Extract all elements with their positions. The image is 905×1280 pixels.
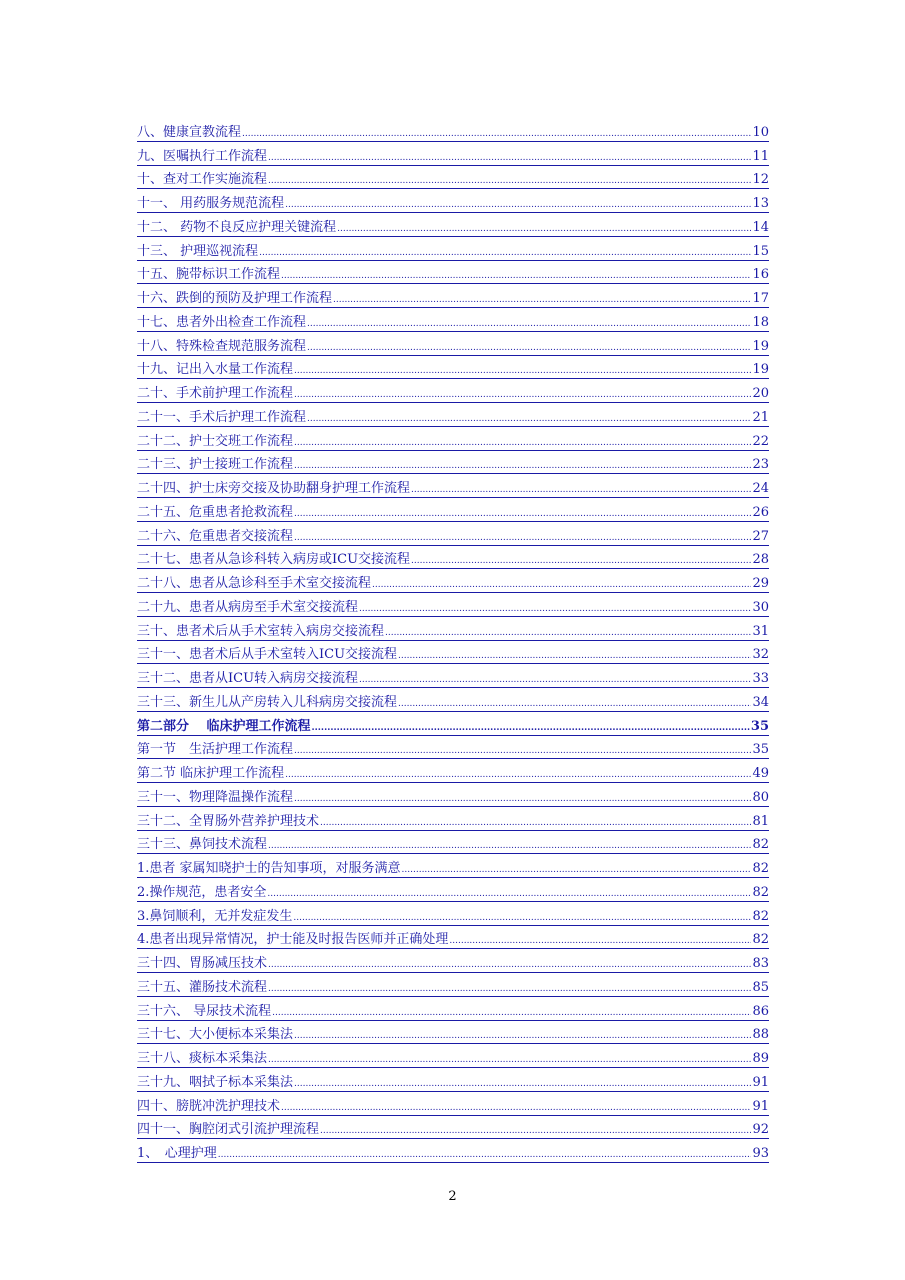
toc-dot-leader xyxy=(268,176,751,187)
toc-entry-page-number: 83 xyxy=(752,956,769,971)
toc-entry-link[interactable] xyxy=(137,1092,769,1116)
toc-entry-page-number: 82 xyxy=(752,908,769,924)
toc-dot-leader xyxy=(293,913,751,924)
toc-entry-page-number: 34 xyxy=(752,694,769,710)
toc-entry-page-number: 85 xyxy=(752,979,769,995)
toc-entry-page-number: 88 xyxy=(752,1027,769,1043)
toc-entry-link[interactable] xyxy=(137,854,769,878)
toc-entry-page-number: 93 xyxy=(752,1146,769,1161)
toc-entry-title: 二十、手术前护理工作流程 xyxy=(137,386,294,401)
toc-dot-leader xyxy=(294,509,751,520)
toc-entry-page-number: 82 xyxy=(752,861,769,876)
toc-dot-leader xyxy=(268,1055,751,1066)
toc-entry-page-number: 16 xyxy=(752,267,769,283)
toc-dot-leader xyxy=(411,485,751,496)
toc-entry-page-number: 33 xyxy=(752,671,769,686)
toc-entry-title: 十三、 护理巡视流程 xyxy=(137,243,259,259)
toc-entry-page-number: 82 xyxy=(752,932,769,948)
toc-entry-title: 三十、患者术后从手术室转入病房交接流程 xyxy=(137,623,385,639)
toc-dot-leader xyxy=(281,1103,751,1114)
toc-entry-link[interactable] xyxy=(137,284,769,308)
toc-dot-leader xyxy=(272,1008,751,1019)
toc-dot-leader xyxy=(242,129,751,140)
toc-entry-page-number: 21 xyxy=(752,409,769,425)
toc-entry-link[interactable] xyxy=(137,641,769,665)
toc-entry-link[interactable] xyxy=(137,926,769,950)
toc-entry-link[interactable] xyxy=(137,451,769,475)
toc-dot-leader xyxy=(359,604,751,615)
toc-entry-title: 三十三、鼻饲技术流程 xyxy=(137,837,268,853)
table-of-contents xyxy=(137,118,769,1163)
toc-entry-page-number: 89 xyxy=(752,1051,769,1066)
toc-entry-link[interactable] xyxy=(137,1044,769,1068)
toc-entry-title: 三十二、全胃肠外营养护理技术 xyxy=(137,813,320,829)
toc-entry-link[interactable] xyxy=(137,759,769,783)
toc-entry-link[interactable] xyxy=(137,902,769,926)
toc-entry-link[interactable] xyxy=(137,997,769,1021)
toc-entry-link[interactable] xyxy=(137,617,769,641)
toc-dot-leader xyxy=(218,1150,752,1161)
toc-entry-page-number: 92 xyxy=(752,1122,769,1138)
toc-entry-link[interactable] xyxy=(137,712,769,736)
toc-entry-title: 二十二、护士交班工作流程 xyxy=(137,433,294,449)
toc-entry-page-number: 49 xyxy=(752,766,769,781)
toc-dot-leader xyxy=(294,794,751,805)
toc-entry-page-number: 24 xyxy=(752,481,769,496)
toc-dot-leader xyxy=(285,200,751,211)
toc-entry-page-number: 17 xyxy=(752,291,769,306)
toc-dot-leader xyxy=(267,889,751,900)
toc-entry-page-number: 26 xyxy=(752,504,769,520)
toc-entry-page-number: 35 xyxy=(750,718,769,734)
toc-entry-link[interactable] xyxy=(137,237,769,261)
toc-dot-leader xyxy=(294,1079,751,1090)
toc-entry-title: 三十二、患者从ICU转入病房交接流程 xyxy=(137,671,359,686)
toc-entry-link[interactable] xyxy=(137,569,769,593)
toc-entry-page-number: 91 xyxy=(752,1074,769,1090)
toc-dot-leader xyxy=(281,271,751,282)
toc-dot-leader xyxy=(268,984,751,995)
toc-dot-leader xyxy=(337,224,751,235)
toc-entry-link[interactable] xyxy=(137,949,769,973)
toc-entry-title: 三十九、咽拭子标本采集法 xyxy=(137,1074,294,1090)
toc-dot-leader xyxy=(449,936,751,947)
toc-entry-page-number: 30 xyxy=(752,599,769,615)
toc-dot-leader xyxy=(268,841,751,852)
toc-entry-page-number: 82 xyxy=(752,884,769,900)
toc-entry-title: 二十一、手术后护理工作流程 xyxy=(137,409,307,425)
page-number: 2 xyxy=(448,1189,457,1204)
toc-entry-link[interactable] xyxy=(137,379,769,403)
toc-entry-title: 二十七、患者从急诊科转入病房或ICU交接流程 xyxy=(137,552,411,568)
toc-dot-leader xyxy=(320,1126,751,1137)
toc-entry-link[interactable] xyxy=(137,474,769,498)
toc-entry-page-number: 91 xyxy=(752,1098,769,1114)
toc-entry-title: 1.患者 家属知晓护士的告知事项，对服务满意 xyxy=(137,861,401,876)
toc-entry-link[interactable] xyxy=(137,546,769,570)
toc-entry-page-number: 27 xyxy=(752,528,769,544)
toc-entry-title: 二十八、患者从急诊科至手术室交接流程 xyxy=(137,576,372,591)
toc-entry-page-number: 35 xyxy=(752,742,769,758)
toc-dot-leader xyxy=(294,1031,751,1042)
toc-entry-title: 十六、跌倒的预防及护理工作流程 xyxy=(137,291,333,306)
toc-dot-leader xyxy=(307,319,751,330)
toc-dot-leader xyxy=(294,746,751,757)
toc-entry-title: 三十六、 导尿技术流程 xyxy=(137,1003,272,1019)
toc-entry-page-number: 10 xyxy=(752,124,769,140)
toc-dot-leader xyxy=(385,628,751,639)
toc-entry-link[interactable] xyxy=(137,1139,769,1163)
toc-dot-leader xyxy=(333,295,751,306)
toc-entry-page-number: 28 xyxy=(752,552,769,568)
toc-entry-link[interactable] xyxy=(137,783,769,807)
toc-entry-page-number: 20 xyxy=(752,386,769,401)
toc-entry-page-number: 81 xyxy=(752,813,769,829)
toc-entry-title: 十二、 药物不良反应护理关键流程 xyxy=(137,219,337,235)
toc-entry-title: 三十八、痰标本采集法 xyxy=(137,1051,268,1066)
toc-entry-link[interactable] xyxy=(137,664,769,688)
toc-entry-page-number: 15 xyxy=(752,243,769,259)
toc-entry-title: 三十五、灌肠技术流程 xyxy=(137,979,268,995)
toc-entry-title: 八、健康宣教流程 xyxy=(137,124,242,140)
toc-entry-link[interactable] xyxy=(137,498,769,522)
toc-entry-link[interactable] xyxy=(137,403,769,427)
toc-entry-link[interactable] xyxy=(137,593,769,617)
toc-entry-page-number: 31 xyxy=(752,623,769,639)
toc-dot-leader xyxy=(307,343,751,354)
toc-entry-link[interactable] xyxy=(137,213,769,237)
toc-entry-link[interactable] xyxy=(137,308,769,332)
toc-entry-link[interactable] xyxy=(137,831,769,855)
toc-dot-leader xyxy=(294,390,751,401)
toc-entry-title: 三十一、物理降温操作流程 xyxy=(137,789,294,805)
toc-entry-title: 十、查对工作实施流程 xyxy=(137,172,268,188)
toc-entry-page-number: 82 xyxy=(752,837,769,853)
toc-entry-page-number: 19 xyxy=(752,338,769,354)
toc-entry-title: 九、医嘱执行工作流程 xyxy=(137,148,268,164)
toc-entry-title: 三十一、患者术后从手术室转入ICU交接流程 xyxy=(137,647,398,663)
toc-entry-page-number: 18 xyxy=(752,314,769,330)
toc-entry-title: 2.操作规范，患者安全 xyxy=(137,884,267,900)
toc-entry-title: 3.鼻饲顺利，无并发症发生 xyxy=(137,908,293,924)
toc-dot-leader xyxy=(320,818,751,829)
toc-entry-title: 第一节 生活护理工作流程 xyxy=(137,742,294,758)
toc-entry-link[interactable] xyxy=(137,878,769,902)
toc-entry-link[interactable] xyxy=(137,427,769,451)
toc-entry-link[interactable] xyxy=(137,736,769,760)
toc-dot-leader xyxy=(398,699,751,710)
toc-entry-link[interactable] xyxy=(137,522,769,546)
toc-entry-link[interactable] xyxy=(137,973,769,997)
toc-dot-leader xyxy=(307,414,751,425)
toc-entry-page-number: 22 xyxy=(752,433,769,449)
toc-dot-leader xyxy=(402,865,752,876)
toc-entry-page-number: 32 xyxy=(752,647,769,663)
toc-entry-link[interactable] xyxy=(137,1068,769,1092)
toc-entry-title: 第二节 临床护理工作流程 xyxy=(137,766,285,781)
toc-dot-leader xyxy=(294,366,751,377)
toc-dot-leader xyxy=(312,723,750,734)
toc-entry-page-number: 29 xyxy=(752,576,769,591)
toc-entry-link[interactable] xyxy=(137,688,769,712)
toc-entry-page-number: 12 xyxy=(752,172,769,188)
toc-dot-leader xyxy=(259,248,751,259)
toc-entry-link[interactable] xyxy=(137,1021,769,1045)
toc-dot-leader xyxy=(372,580,751,591)
toc-entry-title: 1、 心理护理 xyxy=(137,1146,217,1161)
toc-entry-title: 二十五、危重患者抢救流程 xyxy=(137,504,294,520)
toc-dot-leader xyxy=(294,438,751,449)
toc-entry-title: 二十六、危重患者交接流程 xyxy=(137,528,294,544)
toc-dot-leader xyxy=(268,153,751,164)
toc-entry-page-number: 14 xyxy=(752,219,769,235)
toc-entry-title: 第二部分 临床护理工作流程 xyxy=(137,718,311,734)
toc-entry-page-number: 86 xyxy=(752,1003,769,1019)
toc-entry-link[interactable] xyxy=(137,189,769,213)
toc-entry-title: 十八、特殊检查规范服务流程 xyxy=(137,338,307,354)
toc-entry-title: 十七、患者外出检查工作流程 xyxy=(137,314,307,330)
toc-entry-link[interactable] xyxy=(137,356,769,380)
toc-entry-title: 四十、膀胱冲洗护理技术 xyxy=(137,1098,281,1114)
toc-dot-leader xyxy=(294,533,751,544)
toc-dot-leader xyxy=(285,770,751,781)
toc-entry-page-number: 80 xyxy=(752,789,769,805)
toc-dot-leader xyxy=(398,651,751,662)
toc-entry-page-number: 11 xyxy=(752,148,769,164)
toc-dot-leader xyxy=(359,675,751,686)
toc-entry-link[interactable] xyxy=(137,118,769,142)
toc-entry-link[interactable] xyxy=(137,332,769,356)
toc-entry-page-number: 19 xyxy=(752,362,769,378)
toc-entry-link[interactable] xyxy=(137,142,769,166)
toc-entry-link[interactable] xyxy=(137,261,769,285)
toc-entry-title: 三十三、新生儿从产房转入儿科病房交接流程 xyxy=(137,694,398,710)
toc-dot-leader xyxy=(294,461,751,472)
toc-entry-title: 十九、记出入水量工作流程 xyxy=(137,362,294,378)
toc-entry-title: 4.患者出现异常情况，护士能及时报告医师并正确处理 xyxy=(137,932,449,948)
toc-entry-link[interactable] xyxy=(137,166,769,190)
toc-entry-page-number: 13 xyxy=(752,196,769,211)
toc-dot-leader xyxy=(411,556,751,567)
toc-entry-title: 四十一、胸腔闭式引流护理流程 xyxy=(137,1122,320,1138)
toc-entry-link[interactable] xyxy=(137,807,769,831)
toc-entry-title: 十一、 用药服务规范流程 xyxy=(137,196,285,211)
toc-entry-title: 三十四、胃肠减压技术 xyxy=(137,956,268,971)
toc-entry-title: 十五、腕带标识工作流程 xyxy=(137,267,281,283)
toc-entry-title: 三十七、大小便标本采集法 xyxy=(137,1027,294,1043)
toc-entry-title: 二十四、护士床旁交接及协助翻身护理工作流程 xyxy=(137,481,411,496)
toc-entry-page-number: 23 xyxy=(752,457,769,473)
toc-entry-title: 二十九、患者从病房至手术室交接流程 xyxy=(137,599,359,615)
toc-entry-title: 二十三、护士接班工作流程 xyxy=(137,457,294,473)
toc-dot-leader xyxy=(268,960,751,971)
toc-entry-link[interactable] xyxy=(137,1116,769,1140)
